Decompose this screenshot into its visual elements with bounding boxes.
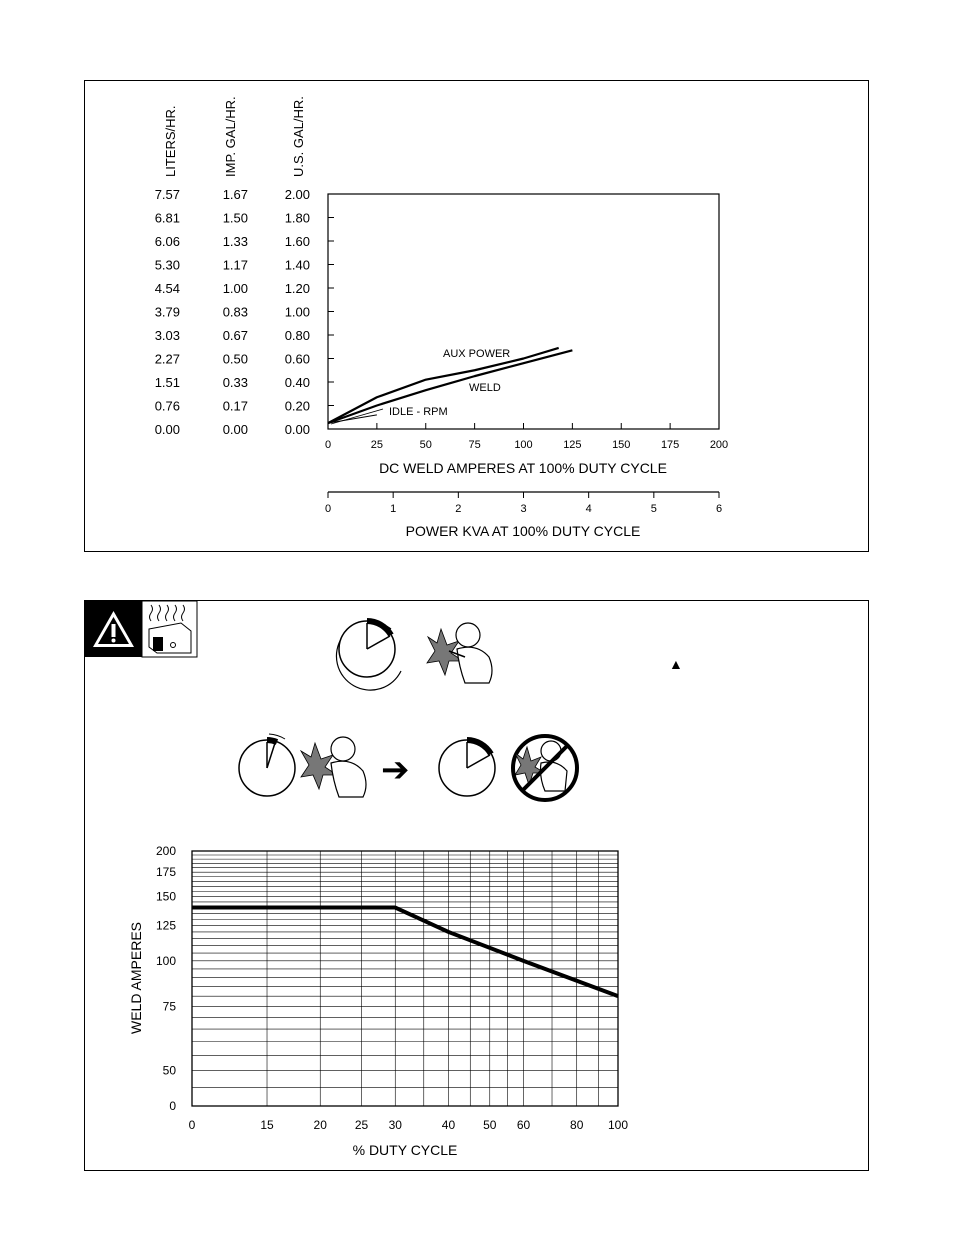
- x-tick-label: 15: [260, 1118, 274, 1132]
- x-tick-label: 200: [709, 439, 729, 451]
- annotation-idle: IDLE - RPM: [389, 406, 448, 418]
- kva-tick-label: 2: [455, 503, 462, 515]
- y-tick-label: 75: [162, 999, 176, 1014]
- welder-working-icon: [301, 737, 366, 797]
- scale-value: 0.00: [284, 422, 310, 437]
- y-tick-label: 150: [155, 889, 176, 904]
- scale-value: 7.57: [154, 187, 180, 202]
- scale-value: 1.51: [154, 375, 180, 390]
- duty-x-axis-label: % DUTY CYCLE: [352, 1142, 458, 1158]
- scale-value: 1.00: [284, 304, 310, 320]
- x-tick-label: 125: [563, 439, 582, 451]
- header-us-gal: U.S. GAL/HR.: [291, 96, 306, 177]
- warning-heat-icon: [85, 601, 197, 657]
- scale-value: 0.80: [284, 328, 310, 343]
- scale-value: 6.06: [154, 234, 180, 249]
- x-tick-label: 150: [612, 439, 631, 451]
- fuel-consumption-chart: [85, 81, 870, 553]
- header-imp-gal: IMP. GAL/HR.: [223, 96, 238, 177]
- scale-value: 0.50: [222, 351, 248, 367]
- scale-value: 1.80: [284, 210, 310, 226]
- y-tick-label: 100: [155, 953, 176, 968]
- series-line-weld: [328, 350, 572, 423]
- scale-value: 3.79: [154, 304, 180, 320]
- scale-value: 0.17: [222, 398, 248, 414]
- scale-value: 0.67: [222, 328, 248, 343]
- duty-plot-frame: [192, 851, 618, 1106]
- annotation-weld: WELD: [469, 382, 501, 394]
- kva-tick-label: 5: [650, 503, 657, 515]
- scale-value: 1.67: [222, 187, 248, 202]
- duty-cycle-chart: [85, 601, 870, 1172]
- scale-rows: [155, 187, 310, 437]
- header-liters: LITERS/HR.: [163, 105, 178, 177]
- y-tick-label: 175: [155, 865, 176, 880]
- duty-cycle-line: [192, 908, 618, 997]
- kva-tick-label: 0: [324, 503, 332, 515]
- x-tick-label: 25: [370, 439, 383, 451]
- x-tick-label: 20: [313, 1118, 327, 1132]
- scale-value: 1.33: [222, 234, 248, 249]
- kva-tick-label: 3: [520, 503, 527, 515]
- scale-value: 1.20: [284, 281, 310, 296]
- scale-value: 0.33: [222, 375, 248, 390]
- cooling-clock-icon: [439, 740, 495, 796]
- kva-tick-label: 6: [715, 503, 723, 515]
- scale-value: 1.60: [284, 234, 310, 249]
- welder-spark-icon: [427, 623, 492, 683]
- x-tick-label: 30: [388, 1118, 402, 1132]
- x-tick-label: 60: [516, 1118, 531, 1132]
- scale-value: 0.60: [284, 351, 310, 367]
- scale-value: 4.54: [154, 281, 180, 296]
- warning-bullet-icon: ▲: [669, 656, 683, 672]
- fuel-x-ticks: [325, 423, 728, 451]
- duty-cycle-panel: [84, 600, 869, 1171]
- x-tick-label: 50: [419, 439, 432, 451]
- x-tick-label: 100: [514, 439, 533, 451]
- duty-cycle-clock-icon: [336, 621, 401, 690]
- scale-value: 0.00: [154, 422, 180, 437]
- scale-value: 2.00: [284, 187, 310, 202]
- scale-value: 5.30: [154, 257, 180, 273]
- x-tick-label: 100: [607, 1118, 629, 1132]
- x-tick-label: 50: [483, 1118, 497, 1132]
- x-tick-label: 80: [570, 1118, 584, 1132]
- duty-y-ticks: [156, 844, 176, 1113]
- scale-value: 3.03: [154, 328, 180, 343]
- no-welding-icon: [513, 736, 577, 800]
- annotation-aux-power: AUX POWER: [443, 348, 511, 360]
- short-duty-clock-icon: [239, 734, 295, 796]
- fuel-x-axis-label: DC WELD AMPERES AT 100% DUTY CYCLE: [379, 460, 667, 476]
- x-tick-label: 75: [468, 439, 481, 451]
- scale-value: 0.40: [284, 375, 310, 390]
- scale-value: 0.76: [154, 398, 180, 414]
- scale-value: 1.40: [284, 257, 310, 273]
- y-tick-label: 200: [155, 844, 176, 858]
- scale-value: 1.50: [222, 210, 248, 226]
- x-tick-label: 40: [441, 1118, 456, 1132]
- scale-value: 0.83: [222, 304, 248, 320]
- x-tick-label: 0: [324, 439, 332, 451]
- kva-ticks: [325, 492, 722, 515]
- fuel-consumption-panel: [84, 80, 869, 552]
- y-tick-label: 0: [169, 1099, 176, 1113]
- duty-y-axis-label: WELD AMPERES: [128, 921, 144, 1035]
- kva-tick-label: 1: [390, 503, 397, 515]
- arrow-right-icon: ➔: [381, 751, 410, 789]
- duty-series: [192, 908, 618, 997]
- duty-x-ticks: [189, 1118, 629, 1132]
- x-tick-label: 25: [354, 1118, 369, 1132]
- kva-axis-label: POWER KVA AT 100% DUTY CYCLE: [405, 523, 641, 539]
- scale-value: 0.00: [222, 422, 248, 437]
- x-tick-label: 175: [660, 439, 680, 451]
- kva-tick-label: 4: [585, 503, 592, 515]
- x-tick-label: 0: [188, 1118, 196, 1132]
- fuel-y-ticks: [328, 194, 334, 429]
- y-tick-label: 50: [162, 1063, 176, 1078]
- scale-value: 1.00: [222, 281, 248, 296]
- scale-value: 0.20: [284, 398, 310, 414]
- y-tick-label: 125: [155, 918, 176, 933]
- duty-grid: [192, 851, 618, 1106]
- scale-value: 1.17: [222, 257, 248, 273]
- scale-value: 6.81: [154, 210, 180, 226]
- scale-value: 2.27: [154, 351, 180, 367]
